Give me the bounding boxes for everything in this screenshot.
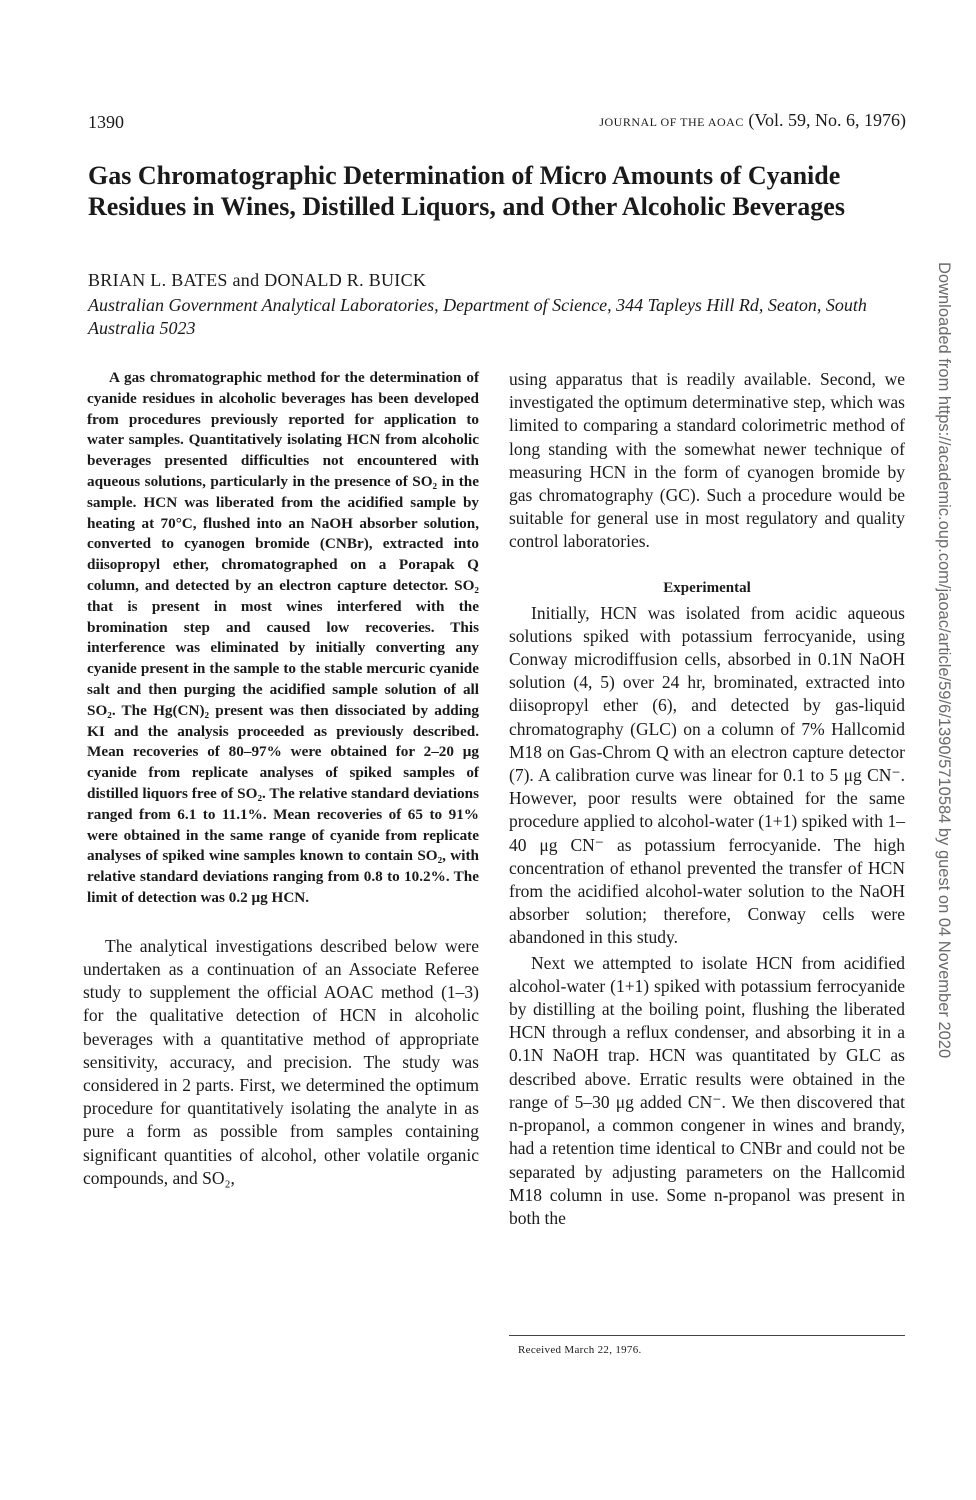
right-column xyxy=(509,368,905,1230)
article-authors: BRIAN L. BATES and DONALD R. BUICK xyxy=(88,270,427,290)
experimental-paragraph-1: Initially, HCN was isolated from acidic aqueous solutions spiked with potassium ferrocyanide, using Conway microdiffusion cells, absorbed in 0.1N NaOH solution (4, 5) over 24 hr, brominated, extracted into diisopropyl ether (6), and detected by gas-liquid chromatography (GLC) on a column of 7% Hallcomid M18 on Gas-Chrom Q with an electron capture detector (7). A calibration curve was linear for 0.1 to 5 μg CN⁻. However, poor results were obtained for the same procedure applied to alcohol-water (1+1) spiked with 1–40 μg CN⁻ as potassium ferrocyanide. The high concentration of ethanol prevented the transfer of HCN from the acidified alcohol-water solution to the NaOH absorber solution; therefore, Conway cells were abandoned in this study. xyxy=(509,602,905,948)
received-date: Received March 22, 1976. xyxy=(518,1344,642,1356)
footnote-rule xyxy=(509,1335,905,1336)
journal-name: JOURNAL OF THE AOAC xyxy=(599,115,744,129)
download-watermark: Downloaded from https://academic.oup.com/jaoac/article/59/6/1390/5710584 by guest on 04 November 2020 xyxy=(935,262,953,1059)
article-affiliation: Australian Government Analytical Laboratories, Department of Science, 344 Tapleys Hill Rd, Seaton, South Australia 5023 xyxy=(88,295,867,338)
journal-volume: (Vol. 59, No. 6, 1976) xyxy=(748,110,906,130)
article-title: Gas Chromatographic Determination of Micro Amounts of Cyanide Residues in Wines, Distilled Liquors, and Other Alcoholic Beverages xyxy=(88,161,845,221)
intro-paragraph: The analytical investigations described below were undertaken as a continuation of an Associate Referee study to supplement the official AOAC method (1–3) for the qualitative detection of HCN in alcoholic beverages with a quantitative method of appropriate sensitivity, accuracy, and precision. The study was considered in 2 parts. First, we determined the optimum procedure for quantitatively isolating the analyte in as pure a form as possible from samples containing significant quantities of alcohol, other volatile organic compounds, and SO₂, xyxy=(83,935,479,1188)
experimental-paragraph-2: Next we attempted to isolate HCN from acidified alcohol-water (1+1) spiked with potassium ferrocyanide by distilling at the boiling point, flushing the liberated HCN through a reflux condenser, and absorbing it in a 0.1N NaOH trap. HCN was quantitated by GLC as described above. Erratic results were obtained in the range of 5–30 μg added CN⁻. We then discovered that n-propanol, a common congener in wines and brandy, had a retention time identical to CNBr and could not be separated by adjusting parameters on the Hallcomid M18 column in use. Some n-propanol was present in both the xyxy=(509,952,905,1228)
section-heading-experimental: Experimental xyxy=(663,579,751,596)
left-column xyxy=(83,368,479,1190)
abstract: A gas chromatographic method for the determination of cyanide residues in alcoholic beverages has been developed from procedures previously reported for application to water samples. Quantitatively isolating HCN from alcoholic beverages presented difficulties not encountered with aqueous solutions, particularly in the presence of SO₂ in the sample. HCN was liberated from the acidified sample by heating at 70°C, flushed into an NaOH absorber solution, converted to cyanogen bromide (CNBr), extracted into diisopropyl ether, chromatographed on a Porapak Q column, and detected by an electron capture detector. SO₂ that is present in most wines interfered with the bromination step and caused low recoveries. This interference was eliminated by initially converting any cyanide present in the sample to the stable mercuric cyanide salt and then purging the acidified sample solution of all SO₂. The Hg(CN)₂ present was then dissociated by adding KI and the analysis proceeded as previously described. Mean recoveries of 80–97% were obtained for 2–20 μg cyanide from replicate analyses of spiked samples of distilled liquors free of SO₂. The relative standard deviations ranged from 6.1 to 11.1%. Mean recoveries of 65 to 91% were obtained in the same range of cyanide from replicate analyses of spiked wine samples known to contain SO₂, with relative standard deviations ranging from 0.8 to 10.2%. The limit of detection was 0.2 μg HCN. xyxy=(87,369,479,906)
intro-continued: using apparatus that is readily available. Second, we investigated the optimum determinative step, which was limited to comparing a standard colorimetric method of long standing with the somewhat newer technique of measuring HCN in the form of cyanogen bromide by gas chromatography (GC). Such a procedure would be suitable for general use in most regulatory and quality control laboratories. xyxy=(509,369,905,552)
page-number: 1390 xyxy=(88,112,124,132)
running-head xyxy=(599,110,906,131)
